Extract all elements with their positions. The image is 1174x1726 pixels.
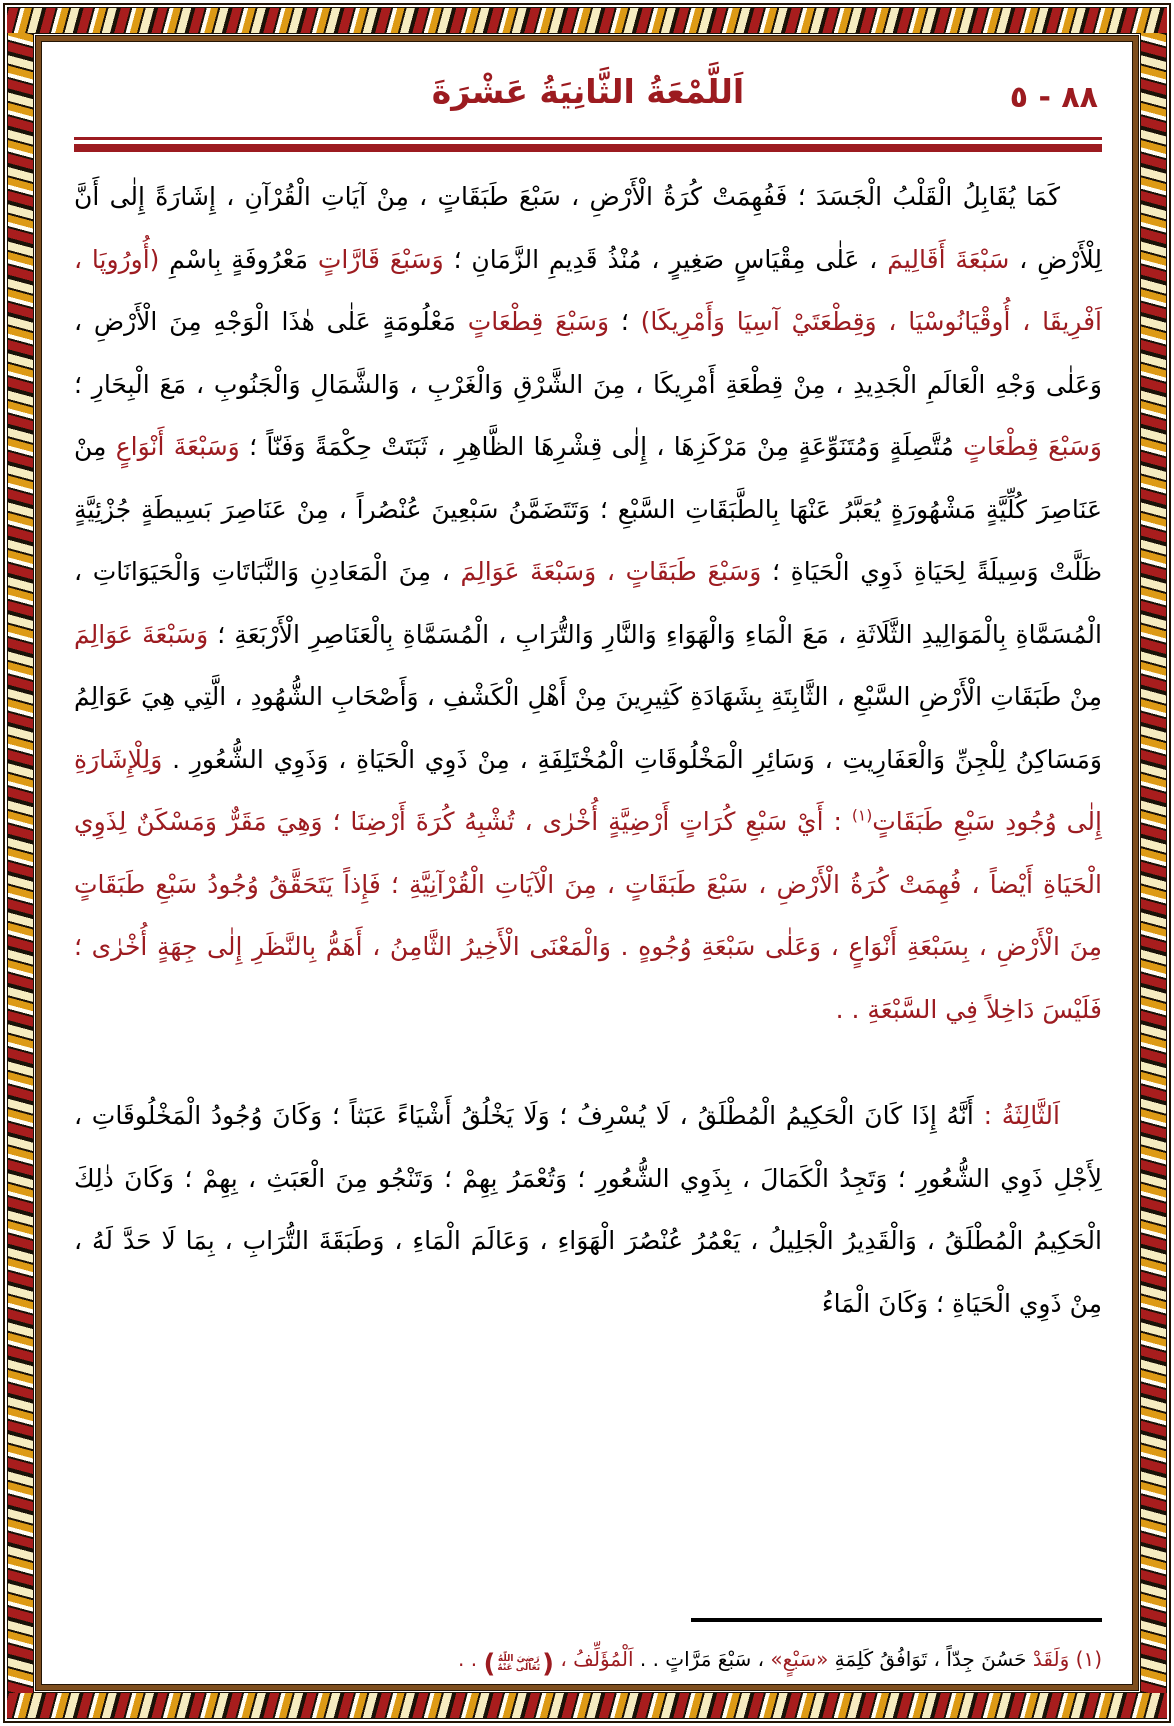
border-chain-bottom: [7, 1692, 1167, 1719]
paragraph-third-point: [74, 1085, 1102, 1335]
text-segment-red: وَلِلْإِشَارَةِ إِلٰى وُجُودِ سَبْعِ طَبَقَاتٍ: [74, 744, 1102, 836]
text-segment-red: (١) وَلَقَدْ: [1032, 1647, 1102, 1671]
page-number: ٨٨ - ٥: [1009, 80, 1098, 115]
text-segment-black: مَعْلُومَةٍ عَلٰى هٰذَا الْوَجْهِ مِنَ الْأَرْضِ ، وَعَلٰى وَجْهِ الْعَالَمِ الْجَدِيدِ ، مِنْ قِطْعَةِ أَمْرِيكَا ، مِنَ الشَّرْقِ وَالْغَرْبِ ، وَالشَّمَالِ وَالْجَنُوبِ ، مَعَ الْبِحَارِ ؛: [74, 307, 1102, 399]
text-segment-red: سَبْعَةَ أَقَالِيمَ: [887, 244, 1010, 274]
text-segment-black: مَعْرُوفَةٍ بِاسْمِ: [159, 244, 318, 274]
page-content: [74, 58, 1102, 1686]
text-segment-black: مِنْ عَنَاصِرَ كُلِّيَّةٍ مَشْهُورَةٍ يُعَبَّرُ عَنْهَا بِالطَّبَقَاتِ السَّبْعِ ؛ وَتَتَضَمَّنُ سَبْعِينَ عُنْصُراً ، مِنْ عَنَاصِرَ بَسِيطَةٍ جُزْئِيَّةٍ ظَلَّتْ وَسِيلَةً لِحَيَاةِ ذَوِي الْحَيَاةِ ؛: [74, 432, 1102, 586]
title-divider-rule: [74, 137, 1102, 152]
text-segment-black: ؛: [609, 307, 641, 336]
text-segment-red: وَسَبْعَةَ عَوَالِمَ: [74, 619, 209, 649]
text-segment-red: (أُورُوپَا ، اَفْرِيقَا ، أُوقْيَانُوسْيَا ، وَقِطْعَتَيْ آسِيَا وَأَمْرِيكَا): [74, 244, 1102, 336]
text-segment-red: اَلثَّالِثَةُ :: [973, 1101, 1060, 1130]
text-segment-black: ، سَبْعَ مَرَّاتٍ . .: [633, 1647, 771, 1671]
page-title: اَللَّمْعَةُ الثَّانِيَةُ عَشْرَةَ: [431, 72, 745, 111]
text-segment-red: وَسَبْعَ قِطْعَاتٍ: [467, 307, 610, 336]
text-segment-red: اَلْمُؤَلِّفُ ،: [554, 1647, 634, 1671]
text-segment-red: وَسَبْعَ طَبَقَاتٍ ، وَسَبْعَةَ عَوَالِمَ: [460, 557, 762, 586]
text-segment-black: حَسُنَ جِدّاً ، تَوَافُقُ كَلِمَةِ: [828, 1647, 1033, 1671]
text-segment-black: أَنَّهُ إِذَا كَانَ الْحَكِيمُ الْمُطْلَقُ ، لَا يُسْرِفُ ؛ وَلَا يَخْلُقُ أَشْيَاءً عَبَثاً ؛ وَكَانَ وُجُودُ الْمَخْلُوقَاتِ ، لِأَجْلِ ذَوِي الشُّعُورِ ؛ وَتَجِدُ الْكَمَالَ ، بِذَوِي الشُّعُورِ ؛ وَتُعْمَرُ بِهِمْ ؛ وَتَنْجُو مِنَ الْعَبَثِ ، بِهِمْ ؛ وَكَانَ ذٰلِكَ الْحَكِيمُ الْمُطْلَقُ ، وَالْقَدِيرُ الْجَلِيلُ ، يَعْمُرُ عُنْصُرَ الْهَوَاءِ ، وَعَالَمَ الْمَاءِ ، وَطَبَقَةَ التُّرَابِ ، بِمَا لَا حَدَّ لَهُ ، مِنْ ذَوِي الْحَيَاةِ ؛ وَكَانَ الْمَاءُ: [74, 1101, 1102, 1318]
text-segment-red: : أَيْ سَبْعِ كُرَاتٍ أَرْضِيَّةٍ أُخْرٰى ، تُشْبِهُ كُرَةَ أَرْضِنَا ؛ وَهِيَ مَقَرٌّ وَمَسْكَنٌ لِذَوِي الْحَيَاةِ أَيْضاً ، فُهِمَتْ كُرَةُ الْأَرْضِ ، سَبْعَ طَبَقَاتٍ ، مِنَ الْآيَاتِ الْقُرْآنِيَّةِ ؛ فَإِذاً يَتَحَقَّقُ وُجُودُ سَبْعِ طَبَقَاتٍ مِنَ الْأَرْضِ ، بِسَبْعَةِ أَنْوَاعٍ ، وَعَلٰى سَبْعَةِ وُجُوهٍ . وَالْمَعْنَى الْأَخِيرُ الثَّامِنُ ، أَهَمُّ بِالنَّظَرِ إِلٰى جِهَةٍ أُخْرٰى ؛ فَلَيْسَ دَاخِلاً فِي السَّبْعَةِ . .: [74, 807, 1102, 1024]
border-chain-left: [7, 33, 34, 1693]
footnote-area: [74, 1618, 1102, 1679]
text-segment-black: ، عَلٰى مِقْيَاسٍ صَغِيرٍ ، مُنْذُ قَدِيمِ الزَّمَانِ ؛: [443, 244, 888, 274]
text-segment-black: مُتَّصِلَةٍ وَمُتَنَوِّعَةٍ مِنْ مَرْكَزِهَا ، إِلٰى قِشْرِهَا الظَّاهِرِ ، ثَبَتَتْ حِكْمَةً وَفَنّاً ؛: [239, 432, 964, 461]
border-chain-right: [1140, 33, 1167, 1693]
text-segment-red: «سَبْعٍ»: [770, 1647, 829, 1671]
footnote-divider-rule: [691, 1618, 1102, 1622]
paragraph-seven-layers: [74, 166, 1102, 1041]
text-segment-red: وَسَبْعَ قِطْعَاتٍ: [963, 432, 1103, 461]
text-segment-black: كَمَا يُقَابِلُ الْقَلْبُ الْجَسَدَ ؛ فَفُهِمَتْ كُرَةُ الْأَرْضِ ، سَبْعَ طَبَقَاتٍ ، مِنْ آيَاتِ الْقُرْآنِ ، إِشَارَةً إِلٰى أَنَّ لِلْأَرْضِ ،: [74, 182, 1102, 274]
text-segment-black: مِنْ طَبَقَاتِ الْأَرْضِ السَّبْعِ ، الثَّابِتَةِ بِشَهَادَةِ كَثِيرِينَ مِنْ أَهْلِ الْكَشْفِ ، وَأَصْحَابِ الشُّهُودِ ، الَّتِي هِيَ عَوَالِمُ وَمَسَاكِنُ لِلْجِنِّ وَالْعَفَارِيتِ ، وَسَائِرِ الْمَخْلُوقَاتِ الْمُخْتَلِفَةِ ، مِنْ ذَوِي الْحَيَاةِ ، وَذَوِي الشُّعُورِ .: [74, 682, 1102, 774]
body-text: [74, 152, 1102, 1335]
text-segment-red: وَسَبْعَةَ أَنْوَاعٍ: [115, 432, 240, 461]
text-segment-black: ، مِنَ الْمَعَادِنِ وَالنَّبَاتَاتِ وَالْحَيَوَانَاتِ ، الْمُسَمَّاةِ بِالْمَوَالِيدِ الثَّلَاثَةِ ، مَعَ الْمَاءِ وَالْهَوَاءِ وَالنَّارِ وَالتُّرَابِ ، الْمُسَمَّاةِ بِالْعَنَاصِرِ الْأَرْبَعَةِ ؛: [74, 557, 1102, 649]
border-chain-top: [7, 7, 1167, 34]
text-segment-sup: (١): [851, 806, 873, 825]
author-blessing-seal-icon: ( رَضِيَ اللّٰهُ تَعَالٰى عَنْهُ ): [483, 1649, 554, 1679]
text-segment-red: . .: [458, 1647, 484, 1671]
footnote-text: [74, 1642, 1102, 1679]
text-segment-red: وَسَبْعَ قَارَّاتٍ: [317, 244, 444, 274]
